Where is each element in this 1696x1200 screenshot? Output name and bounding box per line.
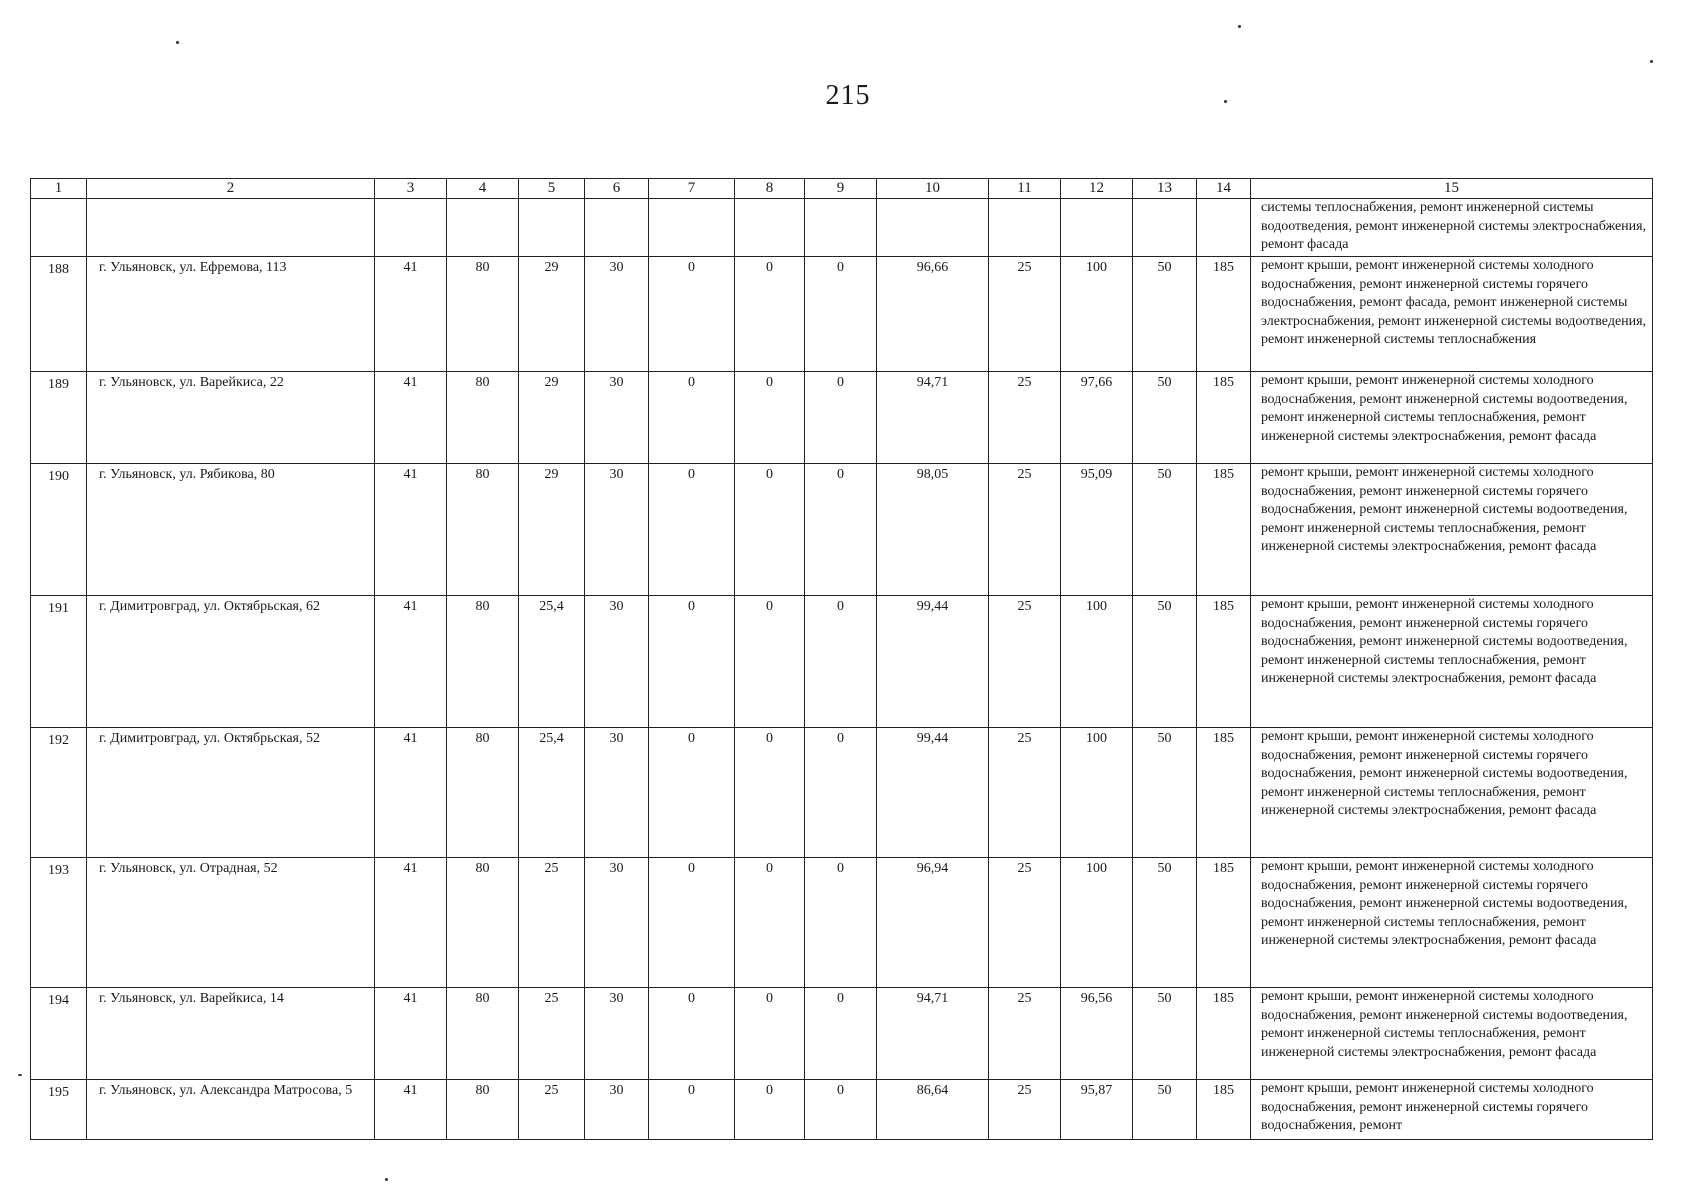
value-cell-c7: 0 xyxy=(649,858,735,988)
table-row xyxy=(31,596,1653,728)
value-cell-c13: 50 xyxy=(1133,988,1197,1080)
value-cell-c10: 96,66 xyxy=(877,257,989,372)
table-row xyxy=(31,1080,1653,1140)
value-cell-c7: 0 xyxy=(649,988,735,1080)
scan-speck xyxy=(18,1074,22,1076)
value-cell-c10: 96,94 xyxy=(877,858,989,988)
value-cell-c3: 41 xyxy=(375,1080,447,1140)
column-header-14: 14 xyxy=(1197,179,1251,199)
continued-row xyxy=(31,199,1653,257)
value-cell-c6: 30 xyxy=(585,1080,649,1140)
table-row xyxy=(31,257,1653,372)
row-number: 195 xyxy=(31,1080,87,1140)
value-cell-c3: 41 xyxy=(375,257,447,372)
value-cell-c5: 25 xyxy=(519,988,585,1080)
address-cell: г. Ульяновск, ул. Александра Матросова, 5 xyxy=(87,1080,375,1140)
row-number: 194 xyxy=(31,988,87,1080)
table-row xyxy=(31,728,1653,858)
row-number: 192 xyxy=(31,728,87,858)
value-cell-c14: 185 xyxy=(1197,257,1251,372)
value-cell-c12: 100 xyxy=(1061,858,1133,988)
value-cell-c7: 0 xyxy=(649,464,735,596)
value-cell-c11: 25 xyxy=(989,372,1061,464)
scan-speck xyxy=(176,41,179,44)
row-number: 191 xyxy=(31,596,87,728)
work-description: ремонт крыши, ремонт инженерной системы холодного водоснабжения, ремонт инженерной системы горячего водоснабжения, ремонт инженерной системы водоотведения, ремонт инженерной системы теплоснабжения, ремонт инженерной системы электроснабжения, ремонт фасада xyxy=(1251,728,1653,858)
row-number: 190 xyxy=(31,464,87,596)
value-cell-c3: 41 xyxy=(375,596,447,728)
table-body xyxy=(31,199,1653,1140)
value-cell-c11: 25 xyxy=(989,257,1061,372)
value-cell-c5: 25,4 xyxy=(519,596,585,728)
value-cell-c6: 30 xyxy=(585,257,649,372)
value-cell-c9: 0 xyxy=(805,728,877,858)
value-cell-c9: 0 xyxy=(805,596,877,728)
value-cell-c13: 50 xyxy=(1133,372,1197,464)
value-cell-c7: 0 xyxy=(649,257,735,372)
value-cell-c13: 50 xyxy=(1133,728,1197,858)
value-cell-c12: 95,87 xyxy=(1061,1080,1133,1140)
scan-speck xyxy=(1650,60,1653,63)
page-number: 215 xyxy=(825,80,871,111)
work-description: системы теплоснабжения, ремонт инженерной системы водоотведения, ремонт инженерной системы электроснабжения, ремонт фасада xyxy=(1251,199,1653,257)
address-cell: г. Ульяновск, ул. Варейкиса, 22 xyxy=(87,372,375,464)
value-cell-c6: 30 xyxy=(585,858,649,988)
value-cell-c8: 0 xyxy=(735,858,805,988)
value-cell-c5: 29 xyxy=(519,464,585,596)
value-cell-c3: 41 xyxy=(375,464,447,596)
value-cell-c14: 185 xyxy=(1197,858,1251,988)
value-cell-c14: 185 xyxy=(1197,988,1251,1080)
value-cell-c7: 0 xyxy=(649,372,735,464)
value-cell-c3: 41 xyxy=(375,988,447,1080)
value-cell-c9: 0 xyxy=(805,257,877,372)
work-description: ремонт крыши, ремонт инженерной системы холодного водоснабжения, ремонт инженерной системы водоотведения, ремонт инженерной системы теплоснабжения, ремонт инженерной системы электроснабжения, ремонт фасада xyxy=(1251,372,1653,464)
value-cell-c3: 41 xyxy=(375,728,447,858)
column-header-7: 7 xyxy=(649,179,735,199)
value-cell-c9: 0 xyxy=(805,1080,877,1140)
value-cell-c5: 29 xyxy=(519,372,585,464)
value-cell-c9: 0 xyxy=(805,858,877,988)
column-header-5: 5 xyxy=(519,179,585,199)
address-cell: г. Ульяновск, ул. Ефремова, 113 xyxy=(87,257,375,372)
value-cell-c14: 185 xyxy=(1197,1080,1251,1140)
value-cell-c8: 0 xyxy=(735,464,805,596)
value-cell-c12: 100 xyxy=(1061,596,1133,728)
column-header-4: 4 xyxy=(447,179,519,199)
column-header-13: 13 xyxy=(1133,179,1197,199)
value-cell-c6: 30 xyxy=(585,464,649,596)
header-row xyxy=(31,179,1653,199)
value-cell-c14: 185 xyxy=(1197,372,1251,464)
value-cell-c4: 80 xyxy=(447,464,519,596)
column-header-2: 2 xyxy=(87,179,375,199)
work-description: ремонт крыши, ремонт инженерной системы холодного водоснабжения, ремонт инженерной системы горячего водоснабжения, ремонт инженерной системы водоотведения, ремонт инженерной системы теплоснабжения, ремонт инженерной системы электроснабжения, ремонт фасада xyxy=(1251,464,1653,596)
scan-speck xyxy=(1238,25,1241,28)
column-header-15: 15 xyxy=(1251,179,1653,199)
value-cell-c11: 25 xyxy=(989,728,1061,858)
address-cell: г. Ульяновск, ул. Рябикова, 80 xyxy=(87,464,375,596)
value-cell-c10: 94,71 xyxy=(877,372,989,464)
value-cell-c5: 25 xyxy=(519,1080,585,1140)
value-cell-c14: 185 xyxy=(1197,596,1251,728)
address-cell: г. Ульяновск, ул. Отрадная, 52 xyxy=(87,858,375,988)
value-cell-c7: 0 xyxy=(649,728,735,858)
value-cell-c12: 100 xyxy=(1061,257,1133,372)
value-cell-c14: 185 xyxy=(1197,728,1251,858)
value-cell-c13: 50 xyxy=(1133,257,1197,372)
address-cell: г. Димитровград, ул. Октябрьская, 62 xyxy=(87,596,375,728)
value-cell-c5: 29 xyxy=(519,257,585,372)
value-cell-c13: 50 xyxy=(1133,596,1197,728)
row-number: 189 xyxy=(31,372,87,464)
value-cell-c6: 30 xyxy=(585,596,649,728)
value-cell-c7: 0 xyxy=(649,596,735,728)
scan-speck xyxy=(1224,100,1227,103)
work-description: ремонт крыши, ремонт инженерной системы холодного водоснабжения, ремонт инженерной системы горячего водоснабжения, ремонт инженерной системы водоотведения, ремонт инженерной системы теплоснабжения, ремонт инженерной системы электроснабжения, ремонт фасада xyxy=(1251,596,1653,728)
value-cell-c12: 100 xyxy=(1061,728,1133,858)
column-header-1: 1 xyxy=(31,179,87,199)
scan-speck xyxy=(385,1178,388,1181)
column-header-9: 9 xyxy=(805,179,877,199)
value-cell-c5: 25,4 xyxy=(519,728,585,858)
value-cell-c9: 0 xyxy=(805,464,877,596)
value-cell-c8: 0 xyxy=(735,257,805,372)
value-cell-c6: 30 xyxy=(585,372,649,464)
value-cell-c12: 97,66 xyxy=(1061,372,1133,464)
value-cell-c4: 80 xyxy=(447,372,519,464)
value-cell-c6: 30 xyxy=(585,728,649,858)
table-row xyxy=(31,858,1653,988)
address-cell: г. Ульяновск, ул. Варейкиса, 14 xyxy=(87,988,375,1080)
value-cell-c11: 25 xyxy=(989,1080,1061,1140)
value-cell-c5: 25 xyxy=(519,858,585,988)
row-number: 193 xyxy=(31,858,87,988)
value-cell-c11: 25 xyxy=(989,858,1061,988)
value-cell-c8: 0 xyxy=(735,372,805,464)
value-cell-c14: 185 xyxy=(1197,464,1251,596)
column-header-11: 11 xyxy=(989,179,1061,199)
value-cell-c12: 96,56 xyxy=(1061,988,1133,1080)
value-cell-c10: 94,71 xyxy=(877,988,989,1080)
work-description: ремонт крыши, ремонт инженерной системы холодного водоснабжения, ремонт инженерной системы горячего водоснабжения, ремонт xyxy=(1251,1080,1653,1140)
value-cell-c7: 0 xyxy=(649,1080,735,1140)
table-row xyxy=(31,464,1653,596)
value-cell-c9: 0 xyxy=(805,988,877,1080)
work-description: ремонт крыши, ремонт инженерной системы холодного водоснабжения, ремонт инженерной системы горячего водоснабжения, ремонт фасада, ремонт инженерной системы электроснабжения, ремонт инженерной системы водоотведения, ремонт инженерной системы теплоснабжения xyxy=(1251,257,1653,372)
value-cell-c9: 0 xyxy=(805,372,877,464)
column-header-8: 8 xyxy=(735,179,805,199)
value-cell-c11: 25 xyxy=(989,988,1061,1080)
value-cell-c3: 41 xyxy=(375,372,447,464)
row-number: 188 xyxy=(31,257,87,372)
value-cell-c11: 25 xyxy=(989,464,1061,596)
value-cell-c13: 50 xyxy=(1133,464,1197,596)
value-cell-c3: 41 xyxy=(375,858,447,988)
work-description: ремонт крыши, ремонт инженерной системы холодного водоснабжения, ремонт инженерной системы горячего водоснабжения, ремонт инженерной системы водоотведения, ремонт инженерной системы теплоснабжения, ремонт инженерной системы электроснабжения, ремонт фасада xyxy=(1251,858,1653,988)
table-row xyxy=(31,988,1653,1080)
column-header-10: 10 xyxy=(877,179,989,199)
column-header-6: 6 xyxy=(585,179,649,199)
value-cell-c10: 86,64 xyxy=(877,1080,989,1140)
value-cell-c13: 50 xyxy=(1133,1080,1197,1140)
value-cell-c8: 0 xyxy=(735,596,805,728)
value-cell-c8: 0 xyxy=(735,988,805,1080)
table-row xyxy=(31,372,1653,464)
value-cell-c4: 80 xyxy=(447,1080,519,1140)
value-cell-c4: 80 xyxy=(447,728,519,858)
value-cell-c4: 80 xyxy=(447,257,519,372)
value-cell-c4: 80 xyxy=(447,596,519,728)
value-cell-c11: 25 xyxy=(989,596,1061,728)
address-cell: г. Димитровград, ул. Октябрьская, 52 xyxy=(87,728,375,858)
value-cell-c10: 99,44 xyxy=(877,596,989,728)
register-table xyxy=(30,178,1653,1140)
value-cell-c10: 98,05 xyxy=(877,464,989,596)
value-cell-c4: 80 xyxy=(447,858,519,988)
work-description: ремонт крыши, ремонт инженерной системы холодного водоснабжения, ремонт инженерной системы водоотведения, ремонт инженерной системы теплоснабжения, ремонт инженерной системы электроснабжения, ремонт фасада xyxy=(1251,988,1653,1080)
column-header-3: 3 xyxy=(375,179,447,199)
value-cell-c10: 99,44 xyxy=(877,728,989,858)
value-cell-c13: 50 xyxy=(1133,858,1197,988)
value-cell-c8: 0 xyxy=(735,1080,805,1140)
value-cell-c4: 80 xyxy=(447,988,519,1080)
column-header-12: 12 xyxy=(1061,179,1133,199)
value-cell-c8: 0 xyxy=(735,728,805,858)
value-cell-c6: 30 xyxy=(585,988,649,1080)
value-cell-c12: 95,09 xyxy=(1061,464,1133,596)
